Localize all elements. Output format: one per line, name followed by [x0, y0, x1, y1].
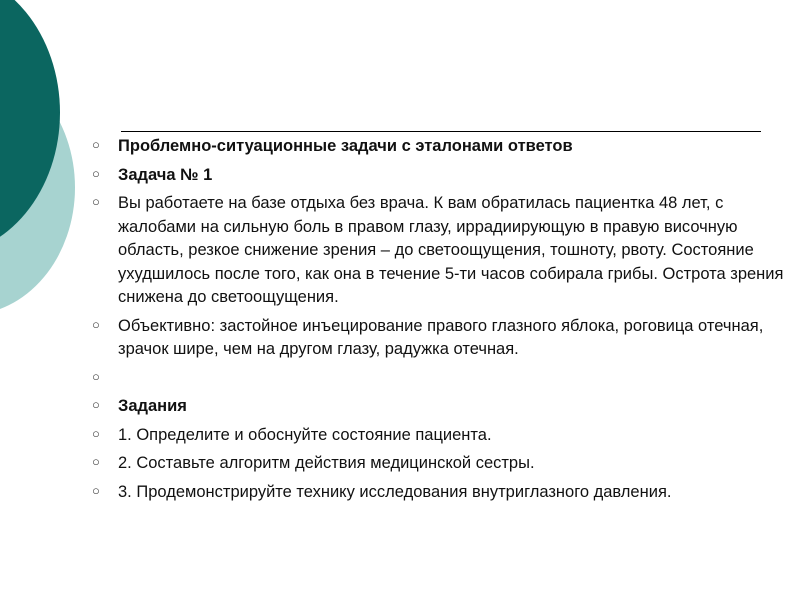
list-item-assignment-3 [90, 481, 790, 505]
list-item-assignment-2 [90, 452, 790, 476]
objective-findings-text: Объективно: застойное инъецирование правого глазного яблока, роговица отечная, зрачок шире, чем на другом глазу, радужка отечная. [118, 316, 764, 358]
title-underline [121, 131, 761, 132]
bullet-icon: ○ [92, 316, 100, 332]
assignments-heading-text: Задания [118, 397, 187, 415]
list-item-assignment-1 [90, 424, 790, 448]
bullet-icon: ○ [92, 482, 100, 498]
assignment-2-text: 2. Составьте алгоритм действия медицинской сестры. [118, 454, 535, 472]
list-item-assignments-heading [90, 395, 790, 419]
bullet-icon: ○ [92, 165, 100, 181]
bullet-icon: ○ [92, 454, 100, 469]
bullet-icon: ○ [92, 368, 100, 384]
list-item-empty [90, 367, 790, 391]
bullet-icon: ○ [92, 425, 100, 441]
bullet-icon: ○ [92, 397, 100, 412]
list-item-case-description [90, 192, 790, 310]
list-item-section-title [90, 135, 790, 159]
slide-bullet-list [90, 135, 790, 509]
list-item-objective-findings [90, 315, 790, 362]
assignment-1-text: 1. Определите и обоснуйте состояние пациента. [118, 425, 492, 444]
bullet-icon: ○ [92, 194, 100, 209]
case-description-text: Вы работаете на базе отдыха без врача. К вам обратилась пациентка 48 лет, с жалобами на сильную боль в правом глазу, иррадиирующую в правую височную область, резкое снижение зрения – до светоощущения, тошноту, рвоту. Состояние ухудшилось после того, как она в течение 5-ти часов собирала грибы. Острота зрения снижена до светоощущения. [118, 194, 784, 306]
list-item-task-number [90, 164, 790, 188]
assignment-3-text: 3. Продемонстрируйте технику исследования внутриглазного давления. [118, 482, 672, 501]
section-title-text: Проблемно-ситуационные задачи с эталонами ответов [118, 137, 573, 155]
bullet-icon: ○ [92, 137, 100, 152]
task-number-text: Задача № 1 [118, 165, 213, 184]
